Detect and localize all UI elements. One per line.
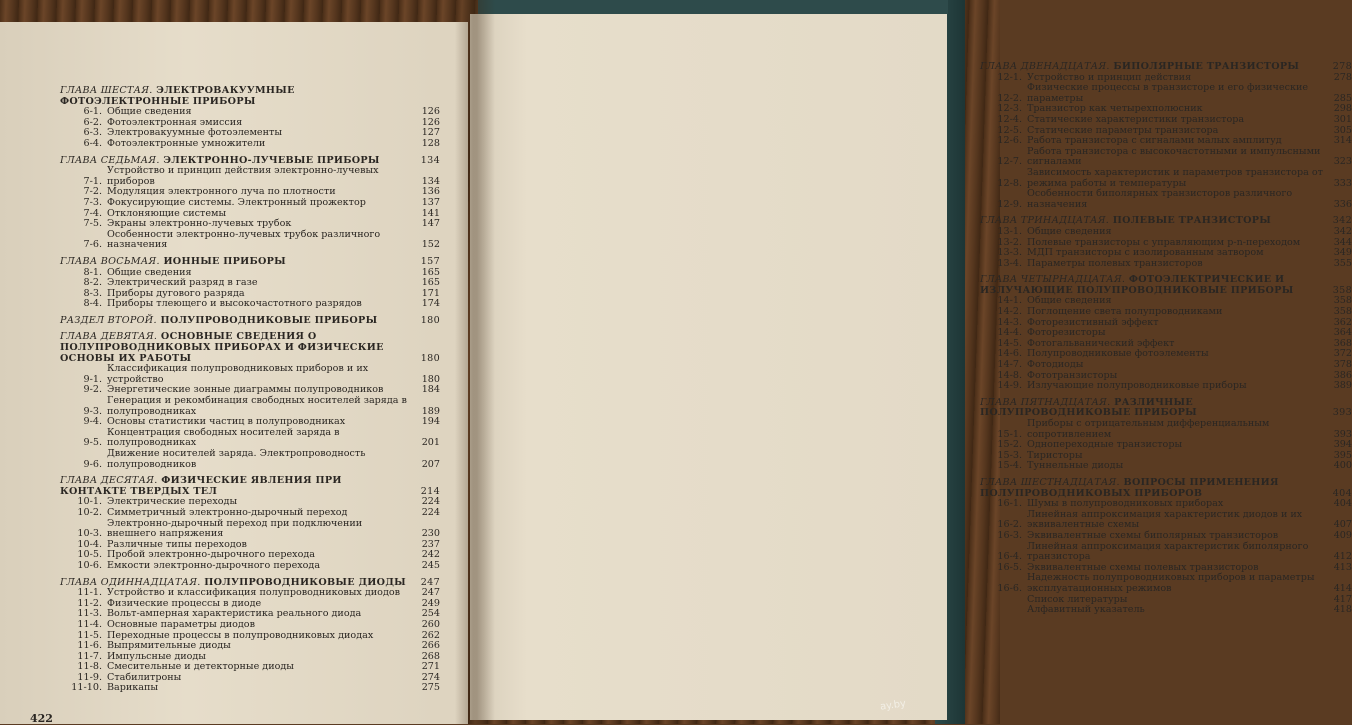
book-cover-top [478,0,948,14]
section-number: 12-4. [997,113,1022,125]
chapter-label: ГЛАВА ДЕСЯТАЯ. [60,475,158,487]
chapter-label: ГЛАВА ВОСЬМАЯ. [60,255,160,267]
section-page-number: 386 [1333,369,1352,381]
chapter-title: РАЗЛИЧНЫЕ ПОЛУПРОВОДНИКОВЫЕ ПРИБОРЫ [980,396,1197,419]
toc-entry [60,198,440,209]
section-title: Полевые транзисторы с управляющим p-n-переходом [1027,236,1301,248]
toc-entry [980,227,1352,238]
section-page-number: 126 [421,106,440,118]
toc-entry [980,573,1352,594]
section-page-number: 298 [1333,103,1352,115]
section-number: 16-4. [997,551,1022,563]
section-title: Полупроводниковые фотоэлементы [1027,348,1209,360]
section-page-number: 224 [421,506,440,518]
section-page-number: 274 [421,671,440,683]
section-page-number: 404 [1333,498,1352,510]
section-title: Надежность полупроводниковых приборов и параметры эксплуатационных режимов [1027,572,1315,594]
chapter-page-number: 358 [1332,284,1352,296]
chapter-page-number: 342 [1332,215,1352,227]
toc-entry [60,683,440,694]
section-number: 15-2. [997,439,1022,451]
section-number: 14-8. [997,369,1022,381]
chapter-title-line [60,332,412,364]
section-title: Общие сведения [107,266,192,278]
section-page-number: 344 [1333,236,1352,248]
chapter-title: ФОТОЭЛЕКТРИЧЕСКИЕ И ИЗЛУЧАЮЩИЕ ПОЛУПРОВОДНИКОВЫЕ ПРИБОРЫ [980,274,1294,296]
section-number: 6-2. [83,116,102,128]
section-page-number: 180 [421,373,440,385]
section-page-number: 285 [1333,92,1352,104]
chapter-label: ГЛАВА ЧЕТЫРНАДЦАТАЯ. [980,274,1126,286]
section-title: Работа транзистора с высокочастотными и импульсными сигналами [1027,145,1321,168]
section-page-number: 224 [421,496,440,508]
section-page-number: 245 [421,559,440,571]
chapter-page-number: 134 [420,154,440,166]
toc-entry [980,419,1352,440]
section-page-number: 268 [421,650,440,662]
section-title: Фоторезисторы [1027,327,1106,339]
section-page-number: 395 [1333,449,1352,461]
chapter-title: ОСНОВНЫЕ СВЕДЕНИЯ О ПОЛУПРОВОДНИКОВЫХ ПРИБОРАХ И ФИЗИЧЕСКИЕ ОСНОВЫ ИХ РАБОТЫ [60,331,384,364]
chapter-page-number: 214 [420,485,440,497]
chapter-page-number: 180 [420,314,440,326]
section-page-number: 141 [421,207,440,219]
section-number: 15-3. [997,449,1022,461]
page-number: 422 [30,712,53,725]
toc-chapter-heading [60,332,440,364]
chapter-title: ЭЛЕКТРОВАКУУМНЫЕ ФОТОЭЛЕКТРОННЫЕ ПРИБОРЫ [60,85,295,107]
section-number: 14-4. [997,327,1022,339]
toc-entry [60,561,440,572]
section-page-number: 323 [1333,156,1352,168]
section-title: Фотоэлектронная эмиссия [107,116,243,128]
section-title: Излучающие полупроводниковые приборы [1027,380,1247,392]
section-title: Фототранзисторы [1027,369,1118,381]
section-number: 14-6. [997,348,1022,360]
section-number: 9-1. [83,373,102,385]
chapter-title: ПОЛУПРОВОДНИКОВЫЕ ДИОДЫ [204,576,406,588]
section-title: Работа транзистора с сигналами малых амплитуд [1027,135,1282,147]
section-title: Фотодиоды [1027,359,1084,371]
section-title: Фокусирующие системы. Электронный прожектор [107,196,366,208]
section-page-number: 407 [1333,519,1352,531]
section-page-number: 305 [1333,124,1352,136]
section-title: Параметры полевых транзисторов [1027,257,1203,269]
section-page-number: 126 [421,116,440,128]
chapter-label: РАЗДЕЛ ВТОРОЙ. [60,314,157,326]
section-number: 14-1. [997,295,1022,307]
section-title: Транзистор как четырехполюсник [1027,103,1203,115]
section-number: 8-2. [83,277,102,289]
toc-entry [980,531,1352,542]
section-number: 14-7. [997,359,1022,371]
section-title: Экраны электронно-лучевых трубок [107,218,292,230]
section-title: Смесительные и детекторные диоды [107,661,294,673]
chapter-title-line [980,62,1324,73]
section-title: Электронно-дырочный переход при подключении внешнего напряжения [107,517,363,540]
toc-entry [980,510,1352,531]
section-number: 6-4. [83,137,102,149]
chapter-label: ГЛАВА ОДИННАДЦАТАЯ. [60,576,201,588]
section-number: 14-9. [997,380,1022,392]
section-title: Основы статистики частиц в полупроводниках [107,416,346,428]
section-number: 11-3. [77,608,102,620]
section-page-number: 409 [1333,529,1352,541]
right-page [470,14,1352,720]
section-number: 9-4. [83,416,102,428]
section-number: 15-4. [997,460,1022,472]
chapter-page-number: 180 [420,352,440,364]
chapter-page-number: 404 [1332,487,1352,499]
section-number: 16-3. [997,529,1022,541]
toc-entry [60,299,440,310]
section-page-number: 254 [421,608,440,620]
section-page-number: 147 [421,218,440,230]
chapter-label: ГЛАВА СЕДЬМАЯ. [60,154,160,166]
section-page-number: 358 [1333,306,1352,318]
chapter-label: ГЛАВА ТРИНАДЦАТАЯ. [980,215,1110,227]
toc-entry [980,147,1352,168]
section-number: 7-4. [83,207,102,219]
section-number: 16-5. [997,561,1022,573]
section-title: Особенности электронно-лучевых трубок различного назначения [107,228,381,251]
section-title: Энергетические зонные диаграммы полупроводников [107,384,384,396]
section-number: 11-1. [77,587,102,599]
toc-entry [980,381,1352,392]
section-number: 9-2. [83,384,102,396]
left-page [0,22,468,724]
section-number: 6-1. [83,106,102,118]
toc-entry [980,189,1352,210]
toc-entry [60,396,440,417]
chapter-title: ЭЛЕКТРОННО-ЛУЧЕВЫЕ ПРИБОРЫ [163,154,380,166]
section-title: Фотогальванический эффект [1027,337,1175,349]
section-number: 16-6. [997,582,1022,594]
section-page-number: 136 [421,186,440,198]
chapter-label: ГЛАВА ШЕСТАЯ. [60,85,153,96]
section-title: Тиристоры [1027,449,1083,461]
section-title: Классификация полупроводниковых приборов и их устройство [107,363,369,385]
section-number: 10-2. [77,506,102,518]
chapter-label: ГЛАВА ПЯТНАДЦАТАЯ. [980,396,1111,408]
section-number: 7-6. [83,239,102,251]
section-page-number: 260 [421,618,440,630]
section-title: Приборы тлеющего и высокочастотного разрядов [107,298,362,310]
toc-chapter-heading [60,316,440,327]
section-title: Туннельные диоды [1027,460,1124,472]
section-page-number: 418 [1333,604,1352,616]
section-page-number: 417 [1333,593,1352,605]
section-title: Выпрямительные диоды [107,640,231,652]
chapter-title-line [60,257,412,268]
section-number: 10-3. [77,528,102,540]
section-number: 11-5. [77,629,102,641]
section-number: 7-5. [83,218,102,230]
toc-entry [60,620,440,631]
section-title: Генерация и рекомбинация свободных носителей заряда в полупроводниках [107,395,407,417]
section-number: 12-8. [997,177,1022,189]
section-number: 8-4. [83,298,102,310]
section-title: Стабилитроны [107,671,182,683]
section-title: Статические характеристики транзистора [1027,113,1245,125]
section-number: 12-1. [997,71,1022,83]
section-title: Эквивалентные схемы полевых транзисторов [1027,561,1259,573]
toc-entry [60,508,440,519]
section-number: 11-4. [77,618,102,630]
section-number: 16-2. [997,519,1022,531]
chapter-page-number: 157 [420,255,440,267]
section-title: Линейная аппроксимация характеристик биполярного транзистора [1027,540,1309,563]
section-page-number: 362 [1333,316,1352,328]
left-toc-column [60,80,440,694]
toc-entry [60,230,440,251]
section-page-number: 207 [421,458,440,470]
section-page-number: 266 [421,640,440,652]
section-number: 14-5. [997,337,1022,349]
toc-entry [980,259,1352,270]
section-title: Линейная аппроксимация характеристик диодов и их эквивалентные схемы [1027,508,1303,531]
section-title: Алфавитный указатель [1027,604,1145,616]
section-page-number: 171 [421,287,440,299]
section-page-number: 389 [1333,380,1352,392]
section-number: 7-2. [83,186,102,198]
chapter-page-number: 278 [1332,61,1352,72]
section-page-number: 275 [421,682,440,694]
section-title: Электрические переходы [107,496,238,508]
watermark: ay.by [879,698,907,713]
section-title: Устройство и принцип действия электронно-лучевых приборов [107,165,379,187]
section-title: Однопереходные транзисторы [1027,439,1183,451]
section-page-number: 342 [1333,225,1352,237]
section-number: 15-1. [997,428,1022,440]
section-title: Электрический разряд в газе [107,277,258,289]
toc-entry [980,115,1352,126]
toc-chapter-heading [60,86,440,107]
section-title: Физические процессы в диоде [107,597,262,609]
section-title: Приборы с отрицательным дифференциальным сопротивлением [1027,418,1270,440]
toc-chapter-heading [980,398,1352,419]
section-number: 10-4. [77,538,102,550]
toc-entry [60,166,440,187]
section-page-number: 394 [1333,439,1352,451]
chapter-title: ФИЗИЧЕСКИЕ ЯВЛЕНИЯ ПРИ КОНТАКТЕ ТВЕРДЫХ ТЕЛ [60,475,342,497]
toc-entry [980,168,1352,189]
section-page-number: 301 [1333,113,1352,125]
section-page-number: 128 [421,137,440,149]
section-page-number: 378 [1333,359,1352,371]
section-title: Электровакуумные фотоэлементы [107,127,282,139]
chapter-title: ИОННЫЕ ПРИБОРЫ [163,255,287,267]
section-page-number: 127 [421,127,440,139]
chapter-title-line [60,476,412,497]
section-title: Различные типы переходов [107,538,247,550]
section-page-number: 400 [1333,460,1352,472]
section-page-number: 184 [421,384,440,396]
section-page-number: 355 [1333,257,1352,269]
toc-entry [980,542,1352,563]
chapter-title-line [980,275,1324,296]
section-number: 13-3. [997,247,1022,259]
section-number: 11-9. [77,671,102,683]
section-title: Переходные процессы в полупроводниковых диодах [107,629,374,641]
section-title: Эквивалентные схемы биполярных транзисторов [1027,529,1279,541]
section-number: 12-5. [997,124,1022,136]
section-page-number: 165 [421,266,440,278]
chapter-title-line [60,316,412,327]
section-title: Устройство и принцип действия [1027,71,1192,83]
toc-chapter-heading [980,478,1352,499]
section-title: Приборы дугового разряда [107,287,245,299]
section-title: Общие сведения [1027,225,1112,237]
section-page-number: 237 [421,538,440,550]
section-number: 11-6. [77,640,102,652]
section-title: Устройство и классификация полупроводниковых диодов [107,587,401,599]
toc-chapter-heading [60,257,440,268]
section-number: 10-5. [77,549,102,561]
section-number: 11-2. [77,597,102,609]
toc-entry [980,461,1352,472]
section-title: Вольт-амперная характеристика реального диода [107,608,362,620]
section-number: 12-7. [997,156,1022,168]
toc-entry [60,449,440,470]
section-title: Симметричный электронно-дырочный переход [107,506,348,518]
section-number: 8-1. [83,266,102,278]
section-page-number: 249 [421,597,440,609]
section-page-number: 393 [1333,428,1352,440]
section-number: 12-6. [997,135,1022,147]
section-number: 8-3. [83,287,102,299]
section-number: 13-2. [997,236,1022,248]
section-title: Особенности биполярных транзисторов различного назначения [1027,188,1293,210]
chapter-title: ПОЛЕВЫЕ ТРАНЗИСТОРЫ [1112,215,1272,227]
chapter-label: ГЛАВА ДВЕНАДЦАТАЯ. [980,61,1110,72]
section-number: 12-3. [997,103,1022,115]
chapter-title-line [980,398,1324,419]
section-page-number: 137 [421,196,440,208]
section-page-number: 194 [421,416,440,428]
section-page-number: 413 [1333,561,1352,573]
section-page-number: 364 [1333,327,1352,339]
section-number: 6-3. [83,127,102,139]
section-number: 13-1. [997,225,1022,237]
section-page-number: 247 [421,587,440,599]
section-page-number: 368 [1333,337,1352,349]
section-title: Поглощение света полупроводниками [1027,306,1223,318]
toc-chapter-heading [980,275,1352,296]
section-page-number: 314 [1333,135,1352,147]
chapter-title-line [980,478,1324,499]
section-title: Импульсные диоды [107,650,206,662]
section-title: Зависимость характеристик и параметров транзистора от режима работы и температуры [1027,166,1323,189]
section-number: 9-6. [83,458,102,470]
section-title: Список литературы [1027,593,1128,605]
section-page-number: 358 [1333,295,1352,307]
section-page-number: 349 [1333,247,1352,259]
section-page-number: 230 [421,528,440,540]
section-title: Фотоэлектронные умножители [107,137,266,149]
section-number: 14-3. [997,316,1022,328]
section-number: 7-3. [83,196,102,208]
section-title: Емкости электронно-дырочного перехода [107,559,321,571]
section-number: 11-10. [71,682,102,694]
section-page-number: 201 [421,437,440,449]
chapter-title: БИПОЛЯРНЫЕ ТРАНЗИСТОРЫ [1113,61,1300,72]
section-title: Общие сведения [1027,295,1112,307]
section-number: 13-4. [997,257,1022,269]
section-number: 9-5. [83,437,102,449]
toc-chapter-heading [980,62,1352,73]
toc-entry [980,605,1352,616]
toc-entry [60,519,440,540]
section-title: Общие сведения [107,106,192,118]
section-title: Основные параметры диодов [107,618,255,630]
toc-entry [60,364,440,385]
section-page-number: 412 [1333,551,1352,563]
section-title: Отклоняющие системы [107,207,227,219]
section-page-number: 336 [1333,198,1352,210]
section-number: 14-2. [997,306,1022,318]
chapter-label: ГЛАВА ДЕВЯТАЯ. [60,331,158,343]
section-number: 9-3. [83,405,102,417]
chapter-title: ВОПРОСЫ ПРИМЕНЕНИЯ ПОЛУПРОВОДНИКОВЫХ ПРИБОРОВ [980,476,1279,499]
chapter-page-number: 247 [420,576,440,588]
section-page-number: 278 [1333,71,1352,83]
section-title: Варикапы [107,682,159,694]
section-page-number: 174 [421,298,440,310]
section-page-number: 189 [421,405,440,417]
section-page-number: 134 [421,175,440,187]
section-page-number: 152 [421,239,440,251]
chapter-label: ГЛАВА ШЕСТНАДЦАТАЯ. [980,476,1120,488]
section-page-number: 165 [421,277,440,289]
section-number: 12-2. [997,92,1022,104]
section-title: Шумы в полупроводниковых приборах [1027,498,1224,510]
chapter-title-line [60,86,412,107]
section-page-number: 414 [1333,582,1352,594]
section-title: Статические параметры транзистора [1027,124,1219,136]
section-number: 12-9. [997,198,1022,210]
section-title: Движение носителей заряда. Электропроводность полупроводников [107,448,366,470]
toc-chapter-heading [60,476,440,497]
section-title: Концентрация свободных носителей заряда в полупроводниках [107,426,340,449]
section-number: 10-6. [77,559,102,571]
right-toc-column [980,56,1352,616]
toc-entry [60,428,440,449]
section-title: Модуляция электронного луча по плотности [107,186,336,198]
section-number: 10-1. [77,496,102,508]
chapter-title: ПОЛУПРОВОДНИКОВЫЕ ПРИБОРЫ [160,314,378,326]
section-page-number: 242 [421,549,440,561]
toc-entry [980,83,1352,104]
section-number: 11-7. [77,650,102,662]
section-title: Пробой электронно-дырочного перехода [107,549,315,561]
chapter-page-number: 393 [1332,407,1352,419]
section-number: 11-8. [77,661,102,673]
section-number: 7-1. [83,175,102,187]
section-page-number: 333 [1333,177,1352,189]
section-title: Физические процессы в транзисторе и его физические параметры [1027,82,1309,104]
section-title: МДП транзисторы с изолированным затвором [1027,247,1264,259]
toc-entry [60,139,440,150]
section-number: 16-1. [997,498,1022,510]
section-page-number: 372 [1333,348,1352,360]
section-title: Фоторезистивный эффект [1027,316,1159,328]
section-page-number: 262 [421,629,440,641]
section-page-number: 271 [421,661,440,673]
